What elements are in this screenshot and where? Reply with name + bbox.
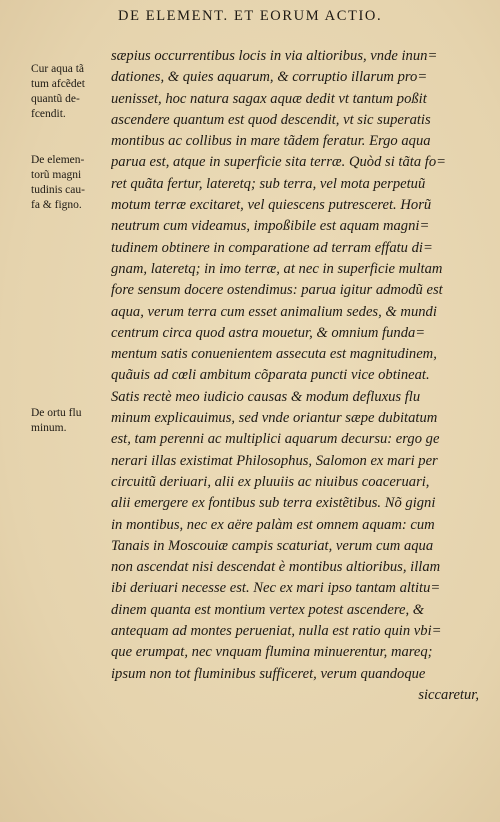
text-line: circuitũ deriuari, alii ex pluuiis ac niuibus coaceruari, [111,473,430,490]
text-line: que erumpat, nec vnquam flumina minuerentur, mareq; [111,644,433,661]
text-line: motum terræ excitaret, vel quiescens putresceret. Horũ [111,197,432,214]
text-line: Satis rectè meo iudicio causas & modum defluxus flu [111,388,421,405]
margin-note-line: torũ magni [31,169,82,181]
margin-note-line: Cur aqua tã [31,63,85,75]
text-line: quãuis ad cœli ambitum cõparata puncti vice obtineat. [111,367,430,384]
margin-note-line: tum afcẽdet [31,78,85,90]
text-line: dinem quanta est montium vertex potest ascendere, & [111,601,425,618]
margin-note-water-ascent [31,62,116,122]
text-line: sæpius occurrentibus locis in via altioribus, vnde inun= [111,48,438,64]
text-line: tudinem obtinere in comparatione ad terram effatu di= [111,239,433,256]
margin-note-line: De ortu flu [31,407,82,419]
margin-note-line: De elemen- [31,154,85,166]
margin-note-line: minum. [31,422,67,434]
text-line: siccaretur, [418,686,479,703]
text-line: montibus ac collibus in mare tãdem feratur. Ergo aqua [111,133,431,150]
text-line: fore sensum docere ostendimus: parua igitur admodũ est [111,282,443,299]
margin-note-line: tudinis cau- [31,184,85,196]
text-line: alii emergere ex fontibus sub terra existẽtibus. Nõ gigni [111,495,436,512]
text-line: aqua, verum terra cum esset animalium sedes, & mundi [111,303,437,320]
margin-note-line: fcendit. [31,108,66,120]
main-text [111,46,491,706]
text-line: in montibus, nec ex aëre palàm est omnem aquam: cum [111,516,435,533]
margin-note-origin-rivers [31,406,116,436]
text-line: centrum circa quod astra mouetur, & omnium funda= [111,324,426,341]
text-line: neutrum cum videamus, impoßibile est aquam magni= [111,218,430,235]
text-line: minum explicauimus, sed vnde oriantur sæpe dubitatum [111,410,438,427]
running-header: DE ELEMENT. ET EORUM ACTIO. [118,8,383,24]
text-line: Tanais in Moscouiæ campis scaturiat, verum cum aqua [111,537,434,554]
text-line: ibi deriuari necesse est. Nec ex mari ipso tantam altitu= [111,580,441,597]
margin-note-elements-magnitude [31,153,116,213]
margin-note-line: quantũ de- [31,93,80,105]
text-line: est, tam perenni ac multiplici aquarum decursu: ergo ge [111,431,440,448]
text-line: gnam, lateretq; in imo terræ, at nec in superficie multam [111,260,443,277]
text-line: parua est, atque in superficie sita terræ. Quòd si tãta fo= [111,154,446,171]
text-line: ipsum non tot fluminibus sufficeret, verum quandoque [111,665,426,682]
text-line: nerari illas existimat Philosophus, Salomon ex mari per [111,452,438,469]
margin-note-line: fa & figno. [31,199,82,211]
text-line: dationes, & quies aquarum, & corruptio illarum pro= [111,69,428,86]
text-line: uenisset, hoc natura sagax aquæ dedit vt tantum poßit [111,90,427,107]
text-line: ret quãta fertur, lateretq; sub terra, vel mota perpetuũ [111,175,426,192]
text-line: non ascendat nisi descendat è montibus altioribus, illam [111,559,441,576]
text-line: ascendere quantum est quod descendit, vt sic superatis [111,111,431,128]
text-line: antequam ad montes perueniat, nulla est ratio quin vbi= [111,623,442,640]
text-line: mentum satis conuenientem assecuta est magnitudinem, [111,346,437,363]
